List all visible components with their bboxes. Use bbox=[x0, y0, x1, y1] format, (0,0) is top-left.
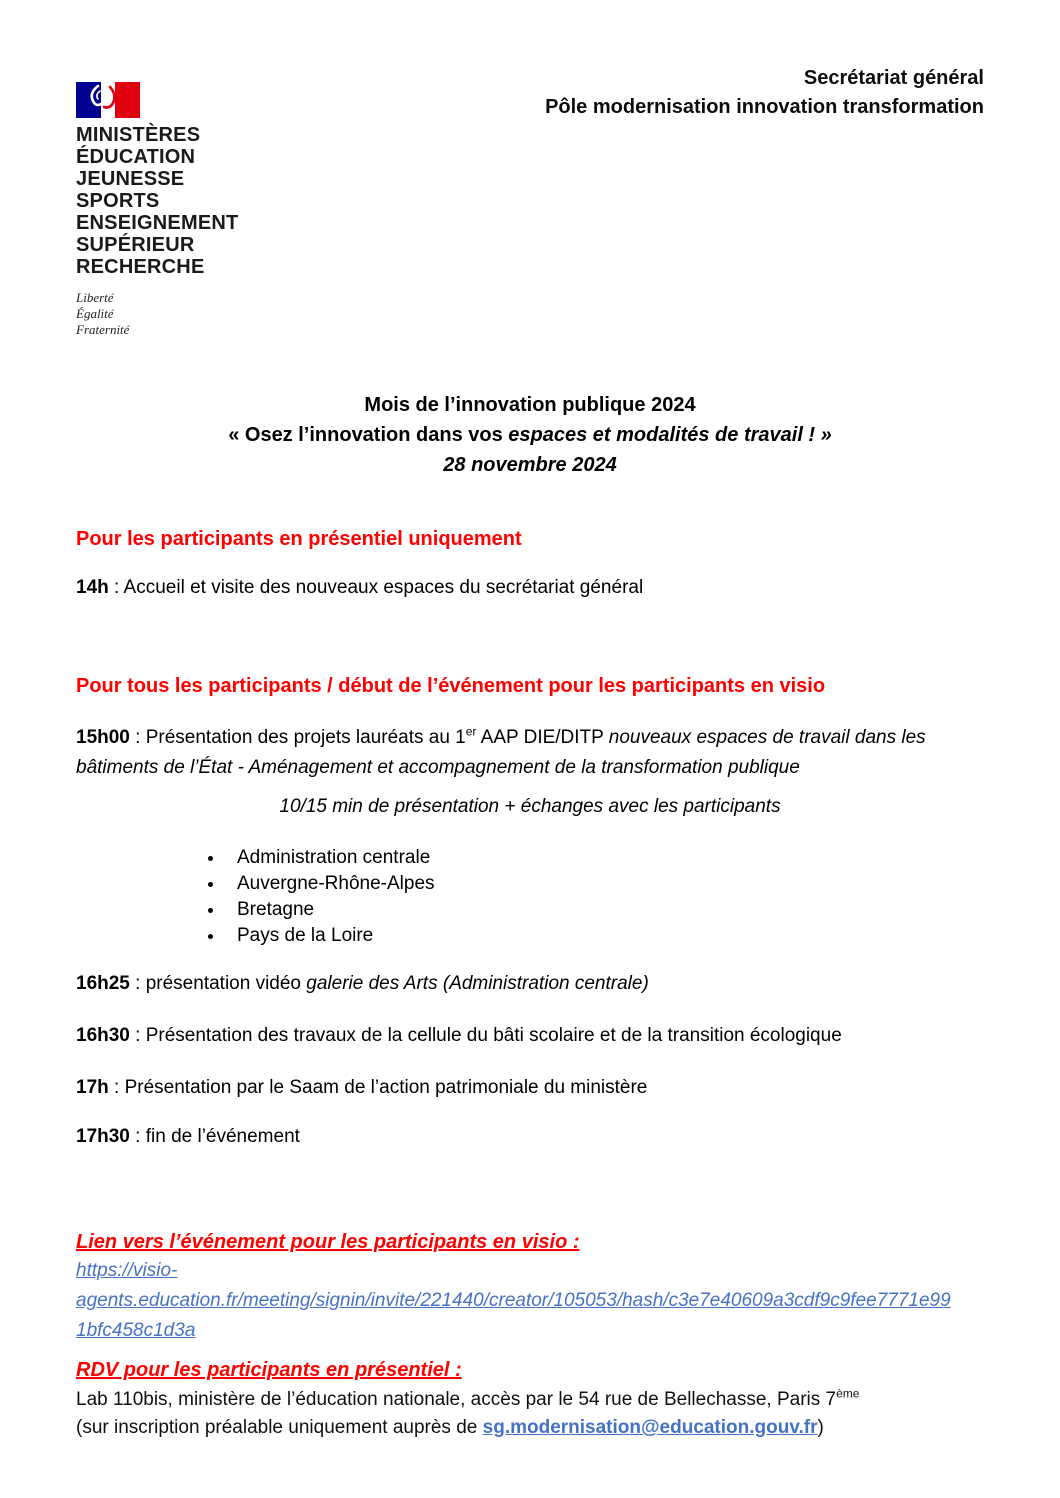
separator: : bbox=[129, 973, 146, 994]
time-16h30: 16h30 bbox=[76, 1025, 130, 1046]
item-15h00-text-2: AAP DIE/DITP bbox=[476, 727, 609, 748]
item-15h00-italic: nouveaux espaces de travail dans les bâtiments de l’État - Aménagement et accompagnement de la transformation publique bbox=[76, 727, 926, 778]
title-line-2-italic: espaces et modalités de travail ! » bbox=[508, 424, 832, 446]
list-item: • Administration centrale bbox=[225, 845, 984, 871]
schedule-item-16h25 bbox=[76, 973, 984, 995]
visio-link-line-2[interactable]: agents.education.fr/meeting/signin/invite/221440/creator/105053/hash/c3e7e40609a3cdf9c9fee7771e99 bbox=[76, 1290, 951, 1311]
separator: : bbox=[129, 727, 146, 748]
schedule-item-17h30 bbox=[76, 1126, 984, 1148]
issuing-department bbox=[545, 62, 984, 122]
ministry-logo bbox=[76, 62, 376, 338]
ministry-line: JEUNESSE bbox=[76, 168, 185, 190]
visio-link-line-1[interactable]: https://visio- bbox=[76, 1260, 178, 1281]
title-line-2 bbox=[76, 420, 984, 450]
time-17h30: 17h30 bbox=[76, 1126, 130, 1147]
time-16h25: 16h25 bbox=[76, 973, 130, 994]
list-item: • Bretagne bbox=[225, 897, 984, 923]
registration-text-close: ) bbox=[817, 1417, 824, 1438]
motto-line: Liberté bbox=[76, 290, 114, 305]
ministry-line: MINISTÈRES bbox=[76, 124, 201, 146]
separator: : bbox=[108, 1077, 125, 1098]
french-flag-icon bbox=[76, 82, 140, 118]
venue-address-text: Lab 110bis, ministère de l’éducation nationale, accès par le 54 rue de Bellechasse, Paris 7 bbox=[76, 1389, 837, 1410]
separator: : bbox=[129, 1126, 146, 1147]
ministry-line: SUPÉRIEUR bbox=[76, 234, 195, 256]
registration-email-link[interactable]: sg.modernisation@education.gouv.fr bbox=[482, 1417, 818, 1438]
title-date: 28 novembre 2024 bbox=[443, 454, 617, 476]
registration-note bbox=[76, 1414, 984, 1441]
time-17h: 17h bbox=[76, 1077, 109, 1098]
time-15h00: 15h00 bbox=[76, 727, 130, 748]
item-15h00-text: Présentation des projets lauréats au 1 bbox=[145, 727, 466, 748]
separator: : bbox=[108, 577, 124, 598]
schedule-item-16h30 bbox=[76, 1025, 984, 1047]
laureates-list bbox=[76, 845, 984, 949]
heading-visio: Pour tous les participants / début de l’événement pour les participants en visio bbox=[76, 675, 826, 697]
ministry-line: SPORTS bbox=[76, 190, 160, 212]
schedule-item-17h bbox=[76, 1077, 984, 1099]
republic-motto bbox=[76, 290, 376, 338]
venue-address bbox=[76, 1386, 984, 1413]
registration-text: (sur inscription préalable uniquement auprès de bbox=[76, 1417, 483, 1438]
list-item: • Auvergne-Rhône-Alpes bbox=[225, 871, 984, 897]
item-16h25-italic: galerie des Arts (Administration centrale) bbox=[306, 973, 649, 994]
item-17h30-text: fin de l’événement bbox=[145, 1126, 300, 1147]
schedule-item-14h bbox=[76, 577, 984, 599]
ministry-name-block bbox=[76, 124, 376, 278]
list-item: • Pays de la Loire bbox=[225, 923, 984, 949]
heading-rdv: RDV pour les participants en présentiel : bbox=[76, 1359, 462, 1381]
heading-visio-link: Lien vers l’événement pour les participants en visio : bbox=[76, 1231, 580, 1253]
separator: : bbox=[129, 1025, 146, 1046]
page-header bbox=[76, 62, 984, 338]
item-17h-text: Présentation par le Saam de l’action patrimoniale du ministère bbox=[124, 1077, 648, 1098]
item-16h30-text: Présentation des travaux de la cellule du bâti scolaire et de la transition écologique bbox=[145, 1025, 842, 1046]
motto-line: Fraternité bbox=[76, 322, 130, 337]
ministry-line: ENSEIGNEMENT bbox=[76, 212, 239, 234]
dept-line-1: Secrétariat général bbox=[803, 67, 984, 89]
visio-link-line-3[interactable]: 1bfc458c1d3a bbox=[76, 1320, 196, 1341]
ministry-line: ÉDUCATION bbox=[76, 146, 196, 168]
presentation-note: 10/15 min de présentation + échanges avec les participants bbox=[279, 796, 781, 817]
motto-line: Égalité bbox=[76, 306, 114, 321]
item-14h-text: Accueil et visite des nouveaux espaces du secrétariat général bbox=[123, 577, 644, 598]
arrondissement-sup: ème bbox=[836, 1386, 860, 1401]
visio-meeting-link[interactable] bbox=[76, 1256, 984, 1346]
ordinal-sup: er bbox=[465, 724, 477, 739]
title-line-2-regular: « Osez l’innovation dans vos bbox=[228, 424, 509, 446]
item-16h25-text: présentation vidéo bbox=[145, 973, 307, 994]
time-14h: 14h bbox=[76, 577, 109, 598]
ministry-line: RECHERCHE bbox=[76, 256, 205, 278]
title-line-1: Mois de l’innovation publique 2024 bbox=[364, 394, 696, 416]
heading-presentiel: Pour les participants en présentiel uniquement bbox=[76, 528, 522, 550]
dept-line-2: Pôle modernisation innovation transformation bbox=[545, 96, 984, 118]
document-title bbox=[76, 390, 984, 480]
schedule-item-15h00 bbox=[76, 723, 984, 783]
